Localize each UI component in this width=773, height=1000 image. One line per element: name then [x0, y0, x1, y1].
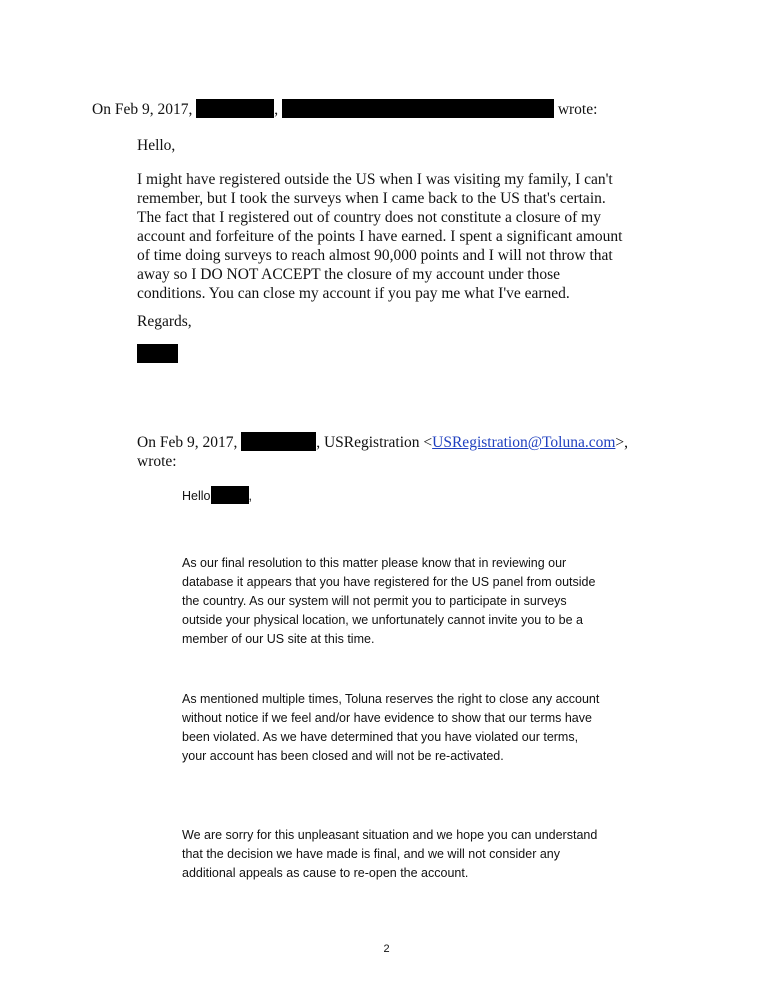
email1-header-prefix: On Feb 9, 2017,	[92, 101, 193, 118]
email1-header-comma: ,	[274, 101, 279, 118]
email1-closing: Regards,	[137, 313, 192, 330]
email2-header	[137, 432, 657, 452]
email1-header	[92, 99, 712, 119]
email2-paragraph-3: We are sorry for this unpleasant situation and we hope you can understand that the decision we have made is final, and we will not consider any additional appeals as cause to re-open the account.	[182, 828, 598, 880]
email2-greeting	[182, 486, 252, 506]
email2-greeting-prefix: Hello	[182, 489, 211, 503]
email1-greeting: Hello,	[137, 137, 176, 154]
redacted-name	[241, 432, 316, 451]
email2-header-sender: , USRegistration <	[316, 434, 433, 451]
redacted-name	[196, 99, 274, 118]
email2-header-prefix: On Feb 9, 2017,	[137, 434, 238, 451]
redacted-signature	[137, 344, 178, 363]
redacted-email	[282, 99, 554, 118]
email1-body: I might have registered outside the US when I was visiting my family, I can't remember, but I took the surveys when I came back to the US that's certain. The fact that I registered out of country does not constitute a closure of my account and forfeiture of the points I have earned. I spent a significant amount of time doing surveys to reach almost 90,000 points and I will not throw that away so I DO NOT ACCEPT the closure of my account under those conditions. You can close my account if you pay me what I've earned.	[137, 171, 623, 302]
email2-header-close: >,	[615, 434, 629, 451]
email2-paragraph-1: As our final resolution to this matter please know that in reviewing our database it appears that you have registered for the US panel from outside the country. As our system will not permit you to participate in surveys outside your physical location, we unfortunately cannot invite you to be a member of our US site at this time.	[182, 556, 596, 646]
redacted-name	[211, 486, 249, 504]
email2-greeting-suffix: ,	[248, 489, 252, 503]
email2-header-wrote: wrote:	[137, 453, 177, 470]
email-link[interactable]: USRegistration@Toluna.com	[432, 434, 616, 451]
email1-header-suffix: wrote:	[557, 101, 598, 118]
email2-paragraph-2: As mentioned multiple times, Toluna reserves the right to close any account without notice if we feel and/or have evidence to show that our terms have been violated. As we have determined that you have violated our terms, your account has been closed and will not be re-activated.	[182, 692, 600, 763]
page-number: 2	[383, 943, 390, 955]
